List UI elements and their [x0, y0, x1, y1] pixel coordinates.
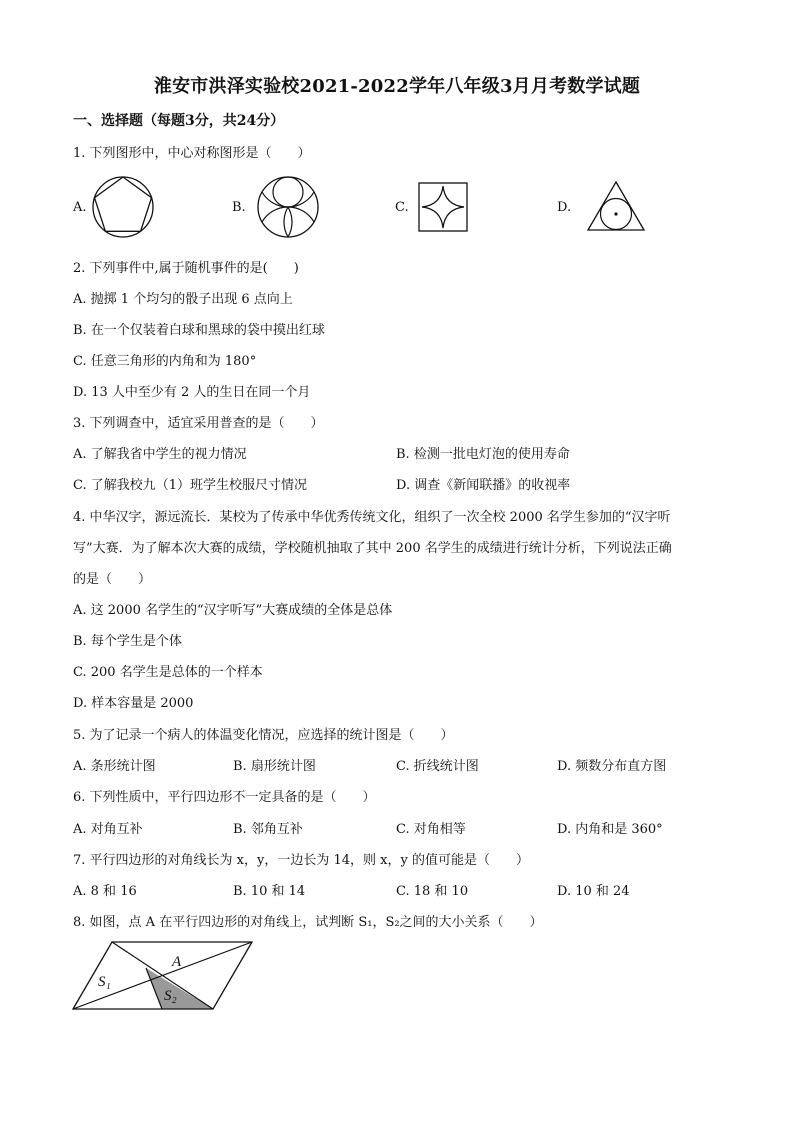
q6-option-a: A. 对角互补	[73, 822, 143, 837]
question-4-stem-line-2: 写”大赛．为了解本次大赛的成绩，学校随机抽取了其中 200 名学生的成绩进行统计分析，下列说法正确	[73, 541, 672, 556]
q1-option-b-label: B.	[232, 200, 246, 215]
question-8-stem: 8. 如图，点 A 在平行四边形的对角线上，试判断 S₁，S₂之间的大小关系（ ）	[73, 915, 543, 930]
s1-label: S₁	[98, 974, 111, 990]
question-4-stem-line-1: 4. 中华汉字，源远流长．某校为了传承中华优秀传统文化，组织了一次全校 2000 名学生参加的“汉字听	[73, 510, 671, 525]
q2-option-c: C. 任意三角形的内角和为 180°	[73, 354, 257, 369]
s2-label: S₂	[164, 988, 177, 1004]
q1-figure-c-square-star	[418, 182, 468, 232]
q5-option-c: C. 折线统计图	[396, 759, 479, 774]
q1-option-c-label: C.	[395, 200, 409, 215]
q4-option-b: B. 每个学生是个体	[73, 634, 182, 649]
section-heading: 一、选择题（每题3分，共24分）	[73, 113, 285, 129]
page-title: 淮安市洪泽实验校2021-2022学年八年级3月月考数学试题	[153, 76, 641, 97]
q5-option-a: A. 条形统计图	[73, 759, 156, 774]
question-7-stem: 7. 平行四边形的对角线长为 x，y，一边长为 14，则 x，y 的值可能是（ ）	[73, 853, 529, 868]
q1-option-a-label: A.	[73, 200, 87, 215]
q7-option-b: B. 10 和 14	[233, 884, 306, 899]
q5-option-b: B. 扇形统计图	[233, 759, 316, 774]
point-a-label: A	[172, 954, 182, 970]
q2-option-b: B. 在一个仅装着白球和黑球的袋中摸出红球	[73, 323, 325, 338]
q2-option-d: D. 13 人中至少有 2 人的生日在同一个月	[73, 385, 311, 400]
q7-option-d: D. 10 和 24	[557, 884, 630, 899]
q3-option-b: B. 检测一批电灯泡的使用寿命	[396, 447, 570, 462]
q1-figure-a-circle-pentagon	[85, 174, 161, 240]
question-4-stem-line-3: 的是（ ）	[73, 572, 152, 587]
q3-option-c: C. 了解我校九（1）班学生校服尺寸情况	[73, 478, 308, 493]
q4-option-d: D. 样本容量是 2000	[73, 696, 194, 711]
q6-option-b: B. 邻角互补	[233, 822, 303, 837]
q4-option-a: A. 这 2000 名学生的“汉字听写”大赛成绩的全体是总体	[73, 603, 393, 618]
q3-option-d: D. 调查《新闻联播》的收视率	[396, 478, 571, 493]
q5-option-d: D. 频数分布直方图	[557, 759, 667, 774]
question-2-stem: 2. 下列事件中,属于随机事件的是( )	[73, 261, 299, 276]
q1-option-d-label: D.	[557, 200, 572, 215]
q6-option-d: D. 内角和是 360°	[557, 822, 663, 837]
q3-option-a: A. 了解我省中学生的视力情况	[73, 447, 247, 462]
q1-figure-b-circle-arcs	[255, 174, 321, 240]
q1-figure-d-triangle-circle	[586, 180, 646, 232]
q2-option-a: A. 抛掷 1 个均匀的骰子出现 6 点向上	[73, 292, 293, 307]
q7-option-a: A. 8 和 16	[73, 884, 137, 899]
q6-option-c: C. 对角相等	[396, 822, 466, 837]
q4-option-c: C. 200 名学生是总体的一个样本	[73, 665, 263, 680]
q7-option-c: C. 18 和 10	[396, 884, 469, 899]
question-3-stem: 3. 下列调查中，适宜采用普查的是（ ）	[73, 416, 324, 431]
q8-parallelogram-figure	[70, 940, 260, 1016]
question-6-stem: 6. 下列性质中，平行四边形不一定具备的是（ ）	[73, 790, 376, 805]
question-1-stem: 1. 下列图形中，中心对称图形是（ ）	[73, 146, 311, 161]
question-5-stem: 5. 为了记录一个病人的体温变化情况，应选择的统计图是（ ）	[73, 728, 454, 743]
